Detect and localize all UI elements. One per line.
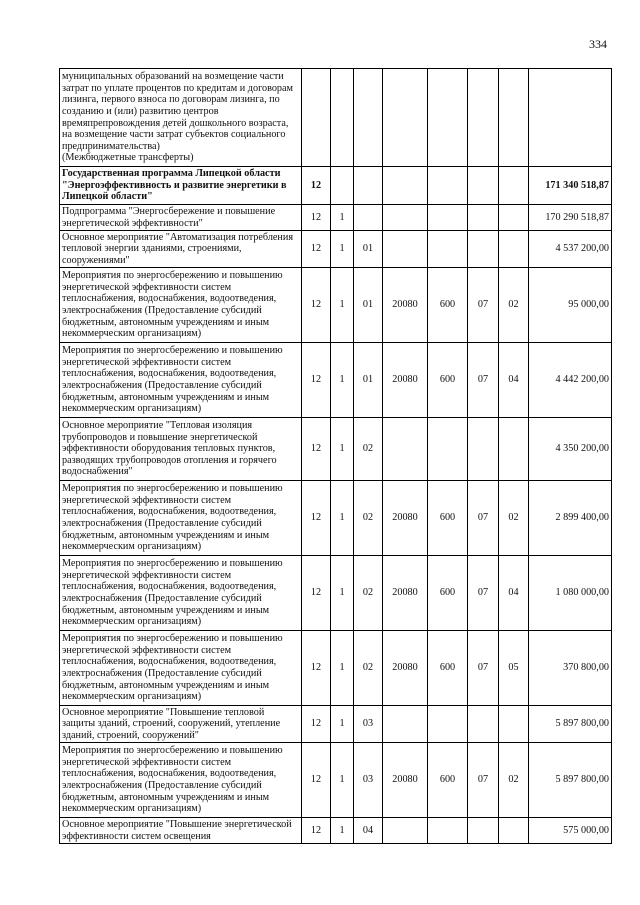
row-name: Основное мероприятие "Тепловая изоляция трубопроводов и повышение энергетической эффективности оборудования тепловых пунктов, разводящих трубопроводов отопления и горячего водоснабжения" [60,418,302,481]
cell-c1: 12 [302,556,331,631]
cell-c1: 12 [302,231,331,268]
cell-c5: 600 [428,268,468,343]
cell-amount: 370 800,00 [529,631,612,706]
cell-c5 [428,69,468,167]
cell-c2: 1 [331,818,354,844]
cell-c7 [499,418,529,481]
cell-c7 [499,205,529,231]
cell-c7: 04 [499,343,529,418]
cell-amount [529,69,612,167]
row-name: муниципальных образований на возмещение части затрат по уплате процентов по кредитам и договорам лизинга, первого взноса по договорам лизинга, по созданию и (или) развитию центров времяпрепровождения детей дошкольного возраста, на возмещение части затрат субъектов социального предпринимательства) (Межбюджетные трансферты) [60,69,302,167]
cell-c1: 12 [302,205,331,231]
cell-c3: 04 [354,818,383,844]
cell-amount: 170 290 518,87 [529,205,612,231]
row-name: Основное мероприятие "Повышение тепловой защиты зданий, строений, сооружений, утепление зданий, строений, сооружений" [60,706,302,743]
cell-c2: 1 [331,631,354,706]
cell-c4 [383,167,428,205]
cell-c4 [383,818,428,844]
cell-c3: 03 [354,706,383,743]
cell-c6 [468,418,499,481]
cell-amount: 4 442 200,00 [529,343,612,418]
cell-c5: 600 [428,343,468,418]
cell-c3: 01 [354,343,383,418]
cell-c3 [354,167,383,205]
cell-c4: 20080 [383,481,428,556]
cell-c6: 07 [468,343,499,418]
cell-c6 [468,69,499,167]
row-name: Основное мероприятие "Автоматизация потребления тепловой энергии зданиями, строениями, сооружениями" [60,231,302,268]
table-row [60,167,612,205]
cell-c3 [354,69,383,167]
cell-c2: 1 [331,205,354,231]
cell-c1 [302,69,331,167]
row-name: Мероприятия по энергосбережению и повышению энергетической эффективности систем теплоснабжения, водоснабжения, водоотведения, электроснабжения (Предоставление субсидий бюджетным, автономным учреждениям и иным некоммерческим организациям) [60,631,302,706]
cell-c6: 07 [468,481,499,556]
cell-c7 [499,231,529,268]
cell-c7 [499,818,529,844]
cell-c4: 20080 [383,343,428,418]
table-row [60,69,612,167]
cell-c4: 20080 [383,268,428,343]
cell-c2: 1 [331,743,354,818]
cell-c3: 01 [354,231,383,268]
cell-c4 [383,706,428,743]
cell-c7: 02 [499,481,529,556]
cell-c4 [383,205,428,231]
cell-c4 [383,231,428,268]
table-row [60,268,612,343]
row-name: Мероприятия по энергосбережению и повышению энергетической эффективности систем теплоснабжения, водоснабжения, водоотведения, электроснабжения (Предоставление субсидий бюджетным, автономным учреждениям и иным некоммерческим организациям) [60,743,302,818]
cell-c5: 600 [428,631,468,706]
table-row [60,818,612,844]
table-row [60,743,612,818]
cell-c5 [428,418,468,481]
row-name: Мероприятия по энергосбережению и повышению энергетической эффективности систем теплоснабжения, водоснабжения, водоотведения, электроснабжения (Предоставление субсидий бюджетным, автономным учреждениям и иным некоммерческим организациям) [60,556,302,631]
row-name: Мероприятия по энергосбережению и повышению энергетической эффективности систем теплоснабжения, водоснабжения, водоотведения, электроснабжения (Предоставление субсидий бюджетным, автономным учреждениям и иным некоммерческим организациям) [60,481,302,556]
cell-c2: 1 [331,268,354,343]
cell-amount: 171 340 518,87 [529,167,612,205]
cell-c1: 12 [302,167,331,205]
cell-c5 [428,231,468,268]
cell-c6 [468,231,499,268]
cell-c2: 1 [331,481,354,556]
cell-c5 [428,818,468,844]
cell-c5: 600 [428,556,468,631]
row-name: Мероприятия по энергосбережению и повышению энергетической эффективности систем теплоснабжения, водоснабжения, водоотведения, электроснабжения (Предоставление субсидий бюджетным, автономным учреждениям и иным некоммерческим организациям) [60,268,302,343]
table-row [60,556,612,631]
cell-c3: 02 [354,418,383,481]
cell-c5: 600 [428,743,468,818]
cell-amount: 4 350 200,00 [529,418,612,481]
cell-amount: 2 899 400,00 [529,481,612,556]
budget-table [59,68,612,844]
cell-c3 [354,205,383,231]
cell-c6: 07 [468,268,499,343]
cell-c4: 20080 [383,556,428,631]
cell-amount: 575 000,00 [529,818,612,844]
cell-c6 [468,167,499,205]
table-row [60,343,612,418]
cell-c2: 1 [331,418,354,481]
cell-c7 [499,167,529,205]
cell-c7: 04 [499,556,529,631]
cell-c7: 02 [499,268,529,343]
cell-c1: 12 [302,481,331,556]
cell-c6: 07 [468,743,499,818]
cell-c2: 1 [331,343,354,418]
cell-c1: 12 [302,418,331,481]
cell-amount: 5 897 800,00 [529,706,612,743]
cell-c1: 12 [302,343,331,418]
cell-c6 [468,205,499,231]
cell-c1: 12 [302,268,331,343]
cell-c6 [468,706,499,743]
table-row [60,706,612,743]
cell-c7: 05 [499,631,529,706]
cell-c1: 12 [302,743,331,818]
cell-c6: 07 [468,631,499,706]
cell-c3: 03 [354,743,383,818]
cell-c3: 02 [354,481,383,556]
cell-c3: 01 [354,268,383,343]
cell-c7 [499,69,529,167]
row-name: Подпрограмма "Энергосбережение и повышение энергетической эффективности" [60,205,302,231]
cell-c7 [499,706,529,743]
table-row [60,231,612,268]
table-row [60,631,612,706]
cell-c4 [383,418,428,481]
cell-c5 [428,167,468,205]
cell-c1: 12 [302,631,331,706]
cell-c2 [331,167,354,205]
cell-c3: 02 [354,556,383,631]
cell-c4: 20080 [383,631,428,706]
table-row [60,205,612,231]
cell-amount: 95 000,00 [529,268,612,343]
table-row [60,418,612,481]
row-name: Государственная программа Липецкой области "Энергоэффективность и развитие энергетики в Липецкой области" [60,167,302,205]
cell-amount: 4 537 200,00 [529,231,612,268]
cell-c1: 12 [302,818,331,844]
cell-c5: 600 [428,481,468,556]
cell-c2: 1 [331,231,354,268]
cell-c1: 12 [302,706,331,743]
row-name: Основное мероприятие "Повышение энергетической эффективности систем освещения [60,818,302,844]
row-name: Мероприятия по энергосбережению и повышению энергетической эффективности систем теплоснабжения, водоснабжения, водоотведения, электроснабжения (Предоставление субсидий бюджетным, автономным учреждениям и иным некоммерческим организациям) [60,343,302,418]
cell-c6 [468,818,499,844]
cell-c2 [331,69,354,167]
cell-c4 [383,69,428,167]
table-row [60,481,612,556]
cell-c6: 07 [468,556,499,631]
cell-amount: 5 897 800,00 [529,743,612,818]
cell-c5 [428,205,468,231]
cell-c5 [428,706,468,743]
cell-c3: 02 [354,631,383,706]
cell-c2: 1 [331,556,354,631]
page-number: 334 [589,37,607,51]
cell-amount: 1 080 000,00 [529,556,612,631]
cell-c2: 1 [331,706,354,743]
cell-c7: 02 [499,743,529,818]
cell-c4: 20080 [383,743,428,818]
